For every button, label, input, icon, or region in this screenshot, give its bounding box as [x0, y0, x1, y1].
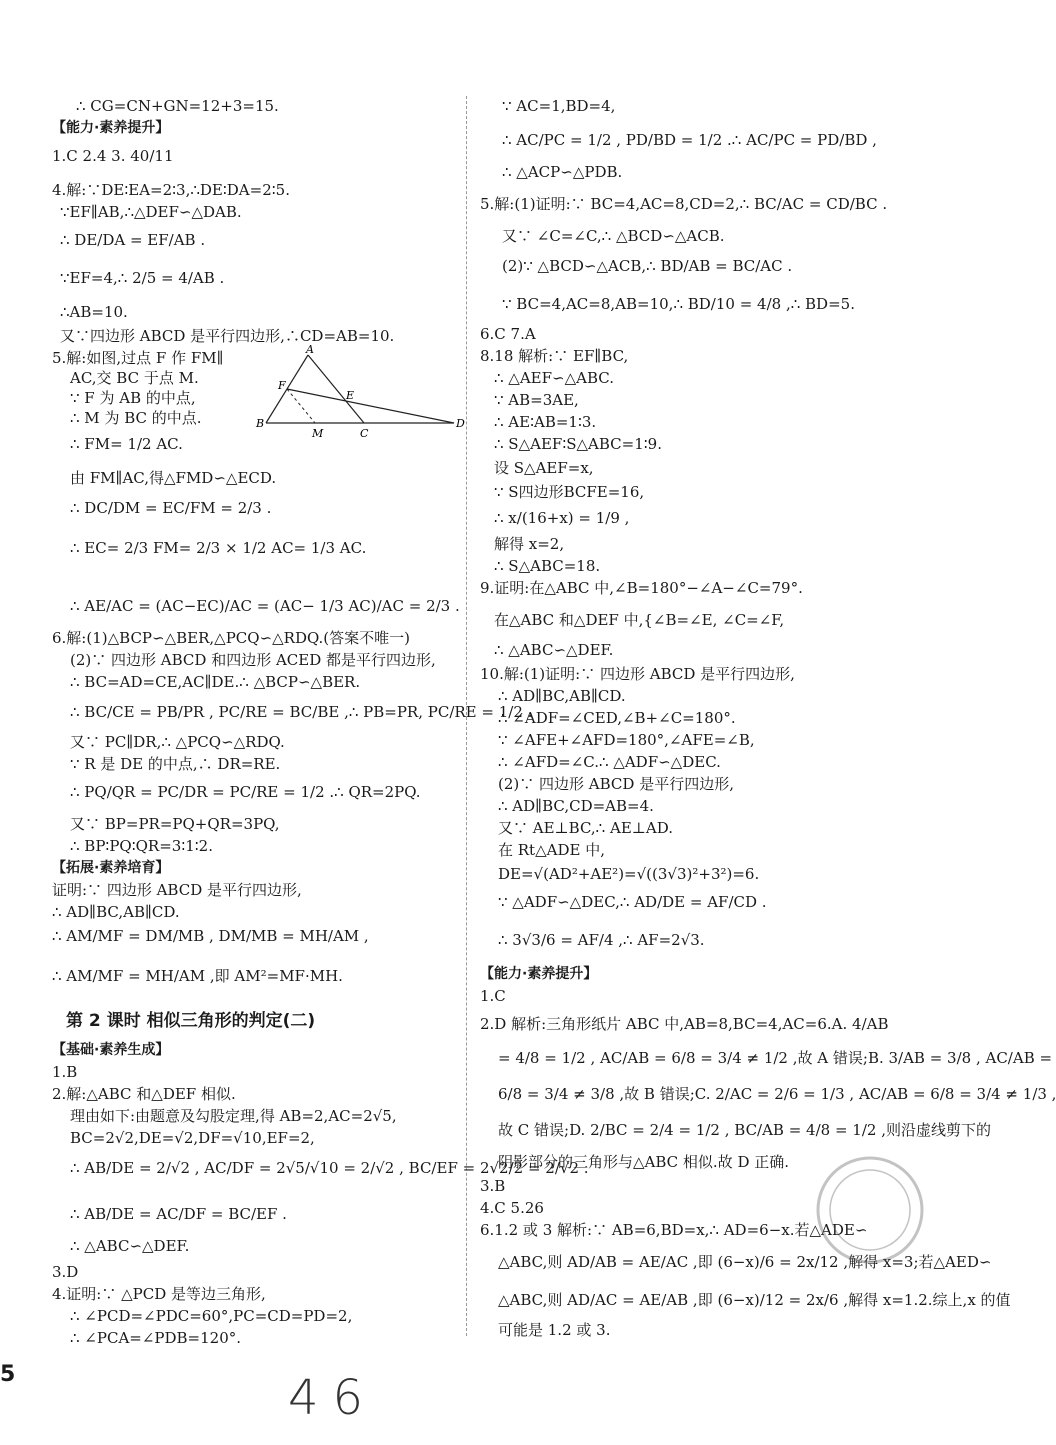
text-line: ∴ 3√3/6 = AF/4 ,∴ AF=2√3. [498, 931, 705, 949]
text-line: ∴ EC= 2/3 FM= 2/3 × 1/2 AC= 1/3 AC. [70, 539, 367, 557]
text-line: ∵ AB=3AE, [494, 391, 579, 409]
segment-ac [308, 355, 364, 423]
text-line: 1.C [480, 987, 506, 1005]
text-line: 6.解:(1)△BCP∽△BER,△PCQ∽△RDQ.(答案不唯一) [52, 629, 411, 647]
label-a: A [306, 343, 314, 356]
text-line: 6.C 7.A [480, 325, 536, 343]
text-line: 故 C 错误;D. 2/BC = 2/4 = 1/2 , BC/AB = 4/8 = 1/2 ,则沿虚线剪下的 [498, 1121, 991, 1139]
text-line: 又∵ ∠C=∠C,∴ △BCD∽△ACB. [502, 227, 725, 245]
text-line: △ABC,则 AD/AC = AE/AB ,即 (6−x)/12 = 2x/6 ,解得 x=1.2.综上,x 的值 [498, 1291, 1011, 1309]
text-line: ∵ F 为 AB 的中点, [70, 389, 196, 407]
text-line: 在 Rt△ADE 中, [498, 841, 605, 859]
text-line: 由 FM∥AC,得△FMD∽△ECD. [70, 469, 277, 487]
section-heading: 【基础·素养生成】 [52, 1042, 170, 1058]
text-line: 又∵四边形 ABCD 是平行四边形,∴CD=AB=10. [60, 327, 395, 345]
text-line: AC,交 BC 于点 M. [70, 369, 199, 387]
text-line: 理由如下:由题意及勾股定理,得 AB=2,AC=2√5, [70, 1107, 397, 1125]
text-line: ∵EF=4,∴ 2/5 = 4/AB . [60, 269, 225, 287]
text-line: ∵ R 是 DE 的中点,∴ DR=RE. [70, 755, 281, 773]
text-line: 2.D 解析:三角形纸片 ABC 中,AB=8,BC=4,AC=6.A. 4/AB [480, 1015, 889, 1033]
text-line: 在△ABC 和△DEF 中,{∠B=∠E, ∠C=∠F, [494, 611, 785, 629]
text-line: 解得 x=2, [494, 535, 565, 553]
text-line: 9.证明:在△ABC 中,∠B=180°−∠A−∠C=79°. [480, 579, 803, 597]
text-line: 5.解:如图,过点 F 作 FM∥ [52, 349, 224, 367]
text-line: ∴ ∠ADF=∠CED,∠B+∠C=180°. [498, 709, 736, 727]
watermark-stamp [810, 1150, 930, 1270]
text-line: ∴ AB/DE = 2/√2 , AC/DF = 2√5/√10 = 2/√2 , BC/EF = 2√2/2 = 2/√2 . [70, 1159, 589, 1177]
text-line: △ABC,则 AD/AB = AE/AC ,即 (6−x)/6 = 2x/12 ,解得 x=3;若△AED∽ [498, 1253, 992, 1271]
text-line: ∴ DE/DA = EF/AB . [60, 231, 206, 249]
text-line: ∴ M 为 BC 的中点. [70, 409, 202, 427]
handwritten-number: 46 [288, 1370, 378, 1426]
text-line: ∴ BC=AD=CE,AC∥DE.∴ △BCP∽△BER. [70, 673, 361, 691]
section-heading: 【拓展·素养培育】 [52, 860, 170, 876]
text-line: 又∵ BP=PR=PQ+QR=3PQ, [70, 815, 280, 833]
text-line: 6.1.2 或 3 解析:∵ AB=6,BD=x,∴ AD=6−x.若△ADE∽ [480, 1221, 868, 1239]
text-line: 4.C 5.26 [480, 1199, 544, 1217]
label-b: B [256, 417, 265, 430]
text-line: 1.B [52, 1063, 78, 1081]
text-line: 设 S△AEF=x, [494, 459, 594, 477]
text-line: ∴ DC/DM = EC/FM = 2/3 . [70, 499, 272, 517]
text-line: ∵ ∠AFE+∠AFD=180°,∠AFE=∠B, [498, 731, 755, 749]
text-line: 6/8 = 3/4 ≠ 3/8 ,故 B 错误;C. 2/AC = 2/6 = 1/3 , AC/AB = 6/8 = 3/4 ≠ 1/3 , [498, 1085, 1056, 1103]
text-line: 10.解:(1)证明:∵ 四边形 ABCD 是平行四边形, [480, 665, 795, 683]
page-number: 5 [0, 1362, 16, 1387]
text-line: ∴ AD∥BC,AB∥CD. [52, 903, 180, 921]
text-line: ∴ PQ/QR = PC/DR = PC/RE = 1/2 .∴ QR=2PQ. [70, 783, 421, 801]
text-line: ∴ ∠PCA=∠PDB=120°. [70, 1329, 242, 1347]
text-line: ∴ BP∶PQ∶QR=3∶1∶2. [70, 837, 213, 855]
text-line: ∴ S△ABC=18. [494, 557, 601, 575]
text-line: ∴AB=10. [60, 303, 128, 321]
label-c: C [360, 427, 369, 440]
text-line: (2)∵ △BCD∽△ACB,∴ BD/AB = BC/AC . [502, 257, 793, 275]
text-line: 8.18 解析:∵ EF∥BC, [480, 347, 629, 365]
text-line: 可能是 1.2 或 3. [498, 1321, 611, 1339]
text-line: 2.解:△ABC 和△DEF 相似. [52, 1085, 236, 1103]
text-line: ∴ △AEF∽△ABC. [494, 369, 614, 387]
text-line: ∴ AD∥BC,CD=AB=4. [498, 797, 654, 815]
segment-fd [287, 389, 454, 423]
text-line: ∴ △ABC∽△DEF. [494, 641, 614, 659]
text-line: ∴ S△AEF∶S△ABC=1∶9. [494, 435, 662, 453]
label-e: E [346, 389, 355, 402]
text-line: 5.解:(1)证明:∵ BC=4,AC=8,CD=2,∴ BC/AC = CD/BC . [480, 195, 888, 213]
text-line: ∴ AE∶AB=1∶3. [494, 413, 597, 431]
text-line: ∴ AC/PC = 1/2 , PD/BD = 1/2 .∴ AC/PC = PD/BD , [502, 131, 877, 149]
text-line: ∴ ∠PCD=∠PDC=60°,PC=CD=PD=2, [70, 1307, 353, 1325]
text-line: ∴ ∠AFD=∠C.∴ △ADF∽△DEC. [498, 753, 721, 771]
text-line: = 4/8 = 1/2 , AC/AB = 6/8 = 3/4 ≠ 1/2 ,故 A 错误;B. 3/AB = 3/8 , AC/AB = [498, 1049, 1053, 1067]
text-line: ∴ AM/MF = MH/AM ,即 AM²=MF·MH. [52, 967, 343, 985]
text-line: ∴ AD∥BC,AB∥CD. [498, 687, 626, 705]
text-line: ∴ CG=CN+GN=12+3=15. [76, 97, 279, 115]
text-line: ∴ △ACP∽△PDB. [502, 163, 623, 181]
text-line: ∵ BC=4,AC=8,AB=10,∴ BD/10 = 4/8 ,∴ BD=5. [502, 295, 855, 313]
text-line: ∵ S四边形BCFE=16, [494, 483, 645, 501]
text-line: 证明:∵ 四边形 ABCD 是平行四边形, [52, 881, 302, 899]
text-line: ∴ AM/MF = DM/MB , DM/MB = MH/AM , [52, 927, 369, 945]
text-line: 又∵ AE⊥BC,∴ AE⊥AD. [498, 819, 673, 837]
text-line: ∴ FM= 1/2 AC. [70, 435, 183, 453]
text-line: ∵EF∥AB,∴△DEF∽△DAB. [60, 203, 242, 221]
text-line: BC=2√2,DE=√2,DF=√10,EF=2, [70, 1129, 315, 1147]
label-f: F [278, 379, 286, 392]
text-line: ∴ x/(16+x) = 1/9 , [494, 509, 630, 527]
lesson-title: 第 2 课时 相似三角形的判定(二) [66, 1011, 316, 1031]
text-line: ∵ AC=1,BD=4, [502, 97, 616, 115]
text-line: ∴ BC/CE = PB/PR , PC/RE = BC/BE ,∴ PB=PR, PC/RE = 1/2 . [70, 703, 533, 721]
text-line: ∵ △ADF∽△DEC,∴ AD/DE = AF/CD . [498, 893, 767, 911]
text-line: 1.C 2.4 3. 40/11 [52, 147, 174, 165]
label-d: D [456, 417, 465, 430]
triangle-figure [256, 343, 466, 440]
text-line: 4.解:∵DE∶EA=2∶3,∴DE∶DA=2∶5. [52, 181, 290, 199]
text-line: 3.B [480, 1177, 506, 1195]
label-m: M [312, 427, 324, 440]
section-heading: 【能力·素养提升】 [480, 966, 598, 982]
text-line: 又∵ PC∥DR,∴ △PCQ∽△RDQ. [70, 733, 285, 751]
text-line: 4.证明:∵ △PCD 是等边三角形, [52, 1285, 266, 1303]
text-line: 阴影部分的三角形与△ABC 相似.故 D 正确. [498, 1153, 790, 1171]
text-line: 3.D [52, 1263, 79, 1281]
text-line: ∴ AE/AC = (AC−EC)/AC = (AC− 1/3 AC)/AC = 2/3 . [70, 597, 460, 615]
text-line: DE=√(AD²+AE²)=√((3√3)²+3²)=6. [498, 865, 760, 883]
text-line: (2)∵ 四边形 ABCD 和四边形 ACED 都是平行四边形, [70, 651, 436, 669]
section-heading: 【能力·素养提升】 [52, 120, 170, 136]
text-line: ∴ △ABC∽△DEF. [70, 1237, 190, 1255]
text-line: (2)∵ 四边形 ABCD 是平行四边形, [498, 775, 734, 793]
text-line: ∴ AB/DE = AC/DF = BC/EF . [70, 1205, 287, 1223]
